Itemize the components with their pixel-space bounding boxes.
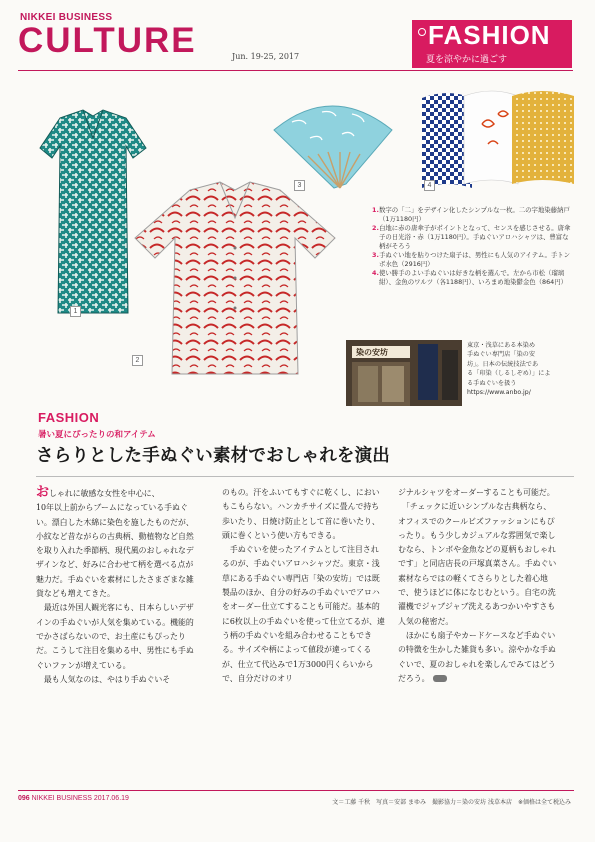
white-aloha-shirt-photo — [130, 178, 340, 378]
article-headline: さらりとした手ぬぐい素材でおしゃれを演出 — [36, 446, 390, 466]
drop-cap: お — [36, 485, 50, 500]
header-divider — [18, 70, 573, 71]
end-mark-icon — [433, 675, 447, 682]
category-banner — [412, 20, 572, 68]
footer-divider — [18, 790, 574, 791]
photo-number-3: 3 — [294, 180, 305, 191]
column-3-text: ジナルシャツをオーダーすることも可能だ。 「チェックに近いシンプルな古典柄なら、オフィスでのクールビズファッションにもぴったり。もう少しカジュアルな雰囲気で楽しむなら、トンボや金魚などの夏柄もおしゃれです」と同店店長の戸塚真菜さん。手ぬぐい素材ならではの軽くてさらりとした着心地で、使うほどに体になじむという。自宅の洗濯機でジャブジャブ洗えるあつかいやすさも人気の秘密だ。 ほかにも扇子やカードケースなど手ぬぐいの特徴を生かした雑貨も多い。涼やかな手ぬぐいで、夏のおしゃれを楽しんでみてはどうだろう。 — [398, 488, 557, 683]
article-column-3 — [398, 486, 558, 686]
caption-item: 3. 手ぬぐい地を貼りつけた扇子は、男性にも人気のアイテム。手トンボ水色（2916円） — [372, 251, 571, 268]
page-number: 096 — [18, 795, 30, 802]
photo-number-2: 2 — [132, 355, 143, 366]
caption-item: 4. 使い勝手のよい手ぬぐいは好きな柄を選んで。左から市松（瑠璃紺）、金魚のワルツ（各1188円）、いろまめ地染鬱金色（864円） — [372, 269, 568, 286]
shop-storefront-photo — [346, 340, 462, 406]
issue-date: Jun. 19-25, 2017 — [232, 52, 300, 61]
article-column-2 — [222, 486, 386, 686]
caption-item: 2. 白地に赤の唐傘子がポイントとなって、センスを感じさせる。唐傘子の日光浴・赤（1万1180円）。手ぬぐいアロハシャツは、豊富な柄がそろう — [372, 224, 571, 250]
article-kicker: 暑い夏にぴったりの和アイテム — [38, 430, 156, 440]
footer-date: 2017.06.19 — [93, 795, 129, 802]
tenugui-towels-photo — [418, 84, 578, 194]
column-1-text: しゃれに敏感な女性を中心に、 10年以上前からブームになっている手ぬぐい。漂白した木綿に染色を施したものだが、小紋など昔ながらの古典柄、動植物など自然を取り入れた季節柄、現代風のおしゃれなデザインなど、好みに合わせて柄を選べる点が魅力だ。手ぬぐいを素材にしたさまざまな雑貨なども増えてきた。 最近は外国人観光客にも、日本らしいデザインの手ぬぐいが人気を集めている。機能的でかさばらないので、お土産にもぴったりだ。こうして注目を集める中、男性にも手ぬぐいファンが増えている。 最も人気なのは、やはり手ぬぐいそ — [36, 489, 194, 684]
shop-sign: 染の安坊 — [356, 348, 388, 357]
column-2-text: のもの。汗をふいてもすぐに乾くし、においもこもらない。ハンカチサイズに畳んで持ち歩いたり、日焼け防止として首に巻いたり、頭に巻くという使い方もできる。 手ぬぐいを使ったアイテムとして注目されるのが、手ぬぐいアロハシャツだ。東京・浅草にある手ぬぐい専門店「染の安坊」では既製品のほか、自分の好みの手ぬぐいでアロハをオーダー仕立てすることも可能だ。基本的に6枚以上の手ぬぐいを使って仕立てるが、違う柄の手ぬぐいを組み合わせることもできる。サイズや柄によって値段が違ってくるが、仕立て代込みで1万3000円くらいからで、自分だけのオリ — [222, 488, 385, 683]
article-category: FASHION — [38, 410, 100, 425]
page-footer — [18, 795, 129, 802]
footer-magazine: NIKKEI BUSINESS — [31, 795, 92, 802]
caption-item: 1. 数字の「二」をデザイン化したシンプルな一枚。二の字地染藤納戸（1万1180円） — [372, 206, 570, 223]
shop-caption: 東京・浅草にある本染め 手ぬぐい専門店「染の安 坊」。日本の伝統技法であ る「印染（しるしぞめ）」によ る手ぬぐいを扱う https://www.anbo.jp/ — [467, 342, 551, 397]
photo-number-1: 1 — [70, 306, 81, 317]
folding-fan-photo — [262, 100, 402, 192]
section-title: CULTURE — [18, 21, 197, 60]
article-column-1 — [36, 486, 200, 687]
magazine-name: NIKKEI BUSINESS — [20, 12, 113, 23]
article-credits: 文＝工藤 千秋 写真＝安部 まゆみ 撮影協力＝染の安坊 浅草本店 ※価格は全て税込み — [332, 799, 571, 806]
photo-number-4: 4 — [424, 180, 435, 191]
headline-divider — [36, 476, 574, 477]
category-title: FASHION — [428, 20, 551, 50]
product-captions — [372, 206, 572, 287]
circle-icon — [418, 28, 426, 36]
category-subtitle: 夏を涼やかに過ごす — [426, 55, 508, 65]
